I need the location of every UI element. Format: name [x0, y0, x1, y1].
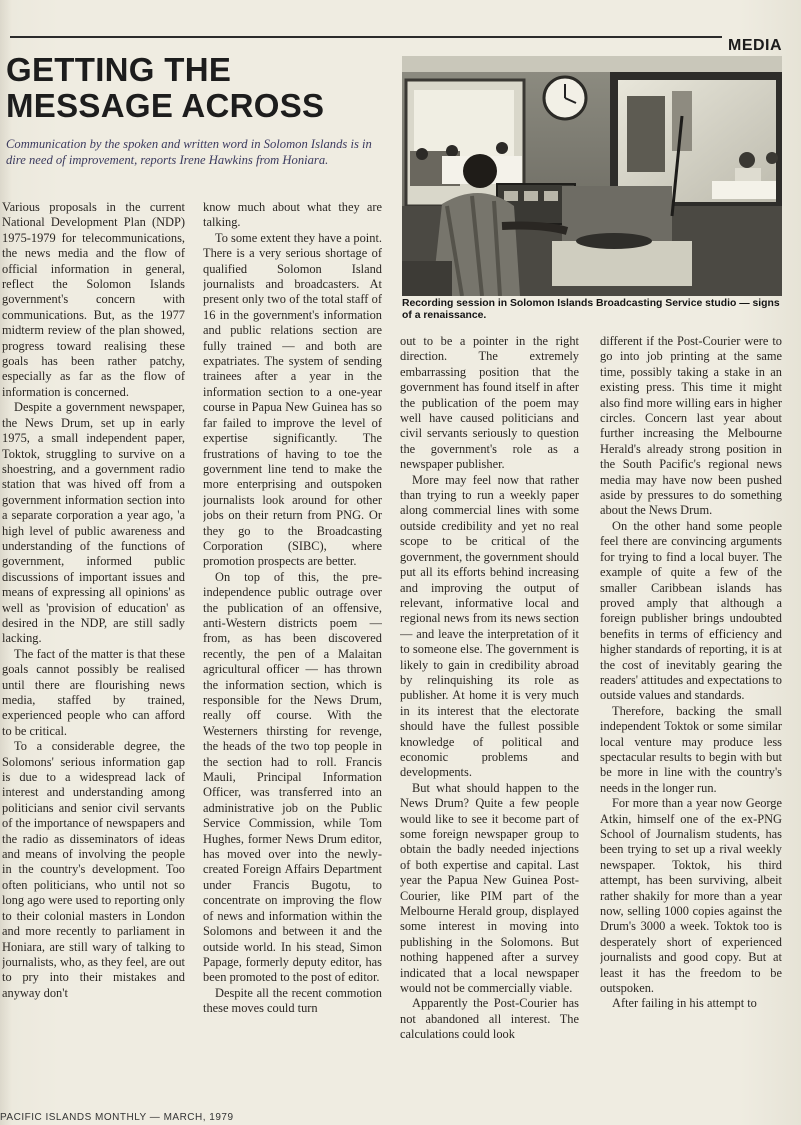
- article-column-1: [2, 200, 185, 1108]
- page-footer: PACIFIC ISLANDS MONTHLY — MARCH, 1979: [0, 1112, 234, 1123]
- paragraph: On the other hand some people feel there are convincing arguments for trying to find a local buyer. The example of quite a few of the smaller Caribbean islands has proved amply that although a foreign publisher brings undoubted benefits in terms of efficiency and higher standards of reporting, it is at the cost of inevitably gearing the readers' attitudes and expectations to outside values and standards.: [600, 518, 782, 703]
- paragraph: On top of this, the pre-independence public outrage over the publication of an offensive, anti-Western districts poem — from, as has been discovered recently, the pen of a Malaitan agricultural officer — has thrown the information section, which is responsible for the News Drum, really off course. With the Westerners thirsting for revenge, the heads of the two top people in the section had to roll. Francis Mauli, Principal Information Officer, was transferred into an administrative job on the Public Service Commission, while Tom Hughes, former News Drum editor, has moved over into the newly-created Foreign Affairs Department under Francis Bugotu, to concentrate on improving the flow of news and information within the Solomons and between it and the outside world. In his stead, Simon Papage, formerly deputy editor, has been promoted to the post of editor.: [203, 569, 382, 985]
- paragraph: Apparently the Post-Courier has not abandoned all interest. The calculations could look: [400, 996, 579, 1042]
- studio-photo: [402, 56, 782, 296]
- paragraph: Various proposals in the current National Development Plan (NDP) 1975-1979 for telecommunications, the news media and the flow of official information in general, reflect the Solomon Islands government's concern with communications. But, as the 1977 midterm review of the plan showed, progress toward realising these goals has been rather patchy, especially as far as the flow of information is concerned.: [2, 200, 185, 399]
- paragraph: out to be a pointer in the right direction. The extremely embarrassing position that the government has found itself in after the publication of the poem may well have caused politicians and civil servants seriously to question the government's role as a newspaper publisher.: [400, 334, 579, 472]
- paragraph: know much about what they are talking.: [203, 200, 382, 230]
- headline: GETTING THE MESSAGE ACROSS: [6, 51, 325, 124]
- paragraph: Despite a government newspaper, the News Drum, set up in early 1975, a small independent paper, Toktok, struggling to survive on a shoestring, and a government radio station that was hived off from a government information section into a separate corporation a year ago, 'a high level of public awareness and understanding of the functions of government, informed public discussions of important issues and means of expressing all opinions' as well as 'provision of education' as desired in the NDP, are still sadly lacking.: [2, 400, 185, 646]
- paragraph: The fact of the matter is that these goals cannot possibly be realised until there are flourishing news media, staffed by trained, experienced people who can afford to be critical.: [2, 646, 185, 738]
- paragraph: More may feel now that rather than trying to run a weekly paper along commercial lines with some outside credibility and yet no real scope to be critical of the government, the government should put all its efforts behind increasing and improving the output of relevant, informative local and regional news from its news section — and leave the interpretation of it to someone else. The government is likely to gain in credibility abroad by relinquishing its role as publisher. At home it is very much in its interest that the electorate should have the fullest possible knowledge of political and economic problems and developments.: [400, 472, 579, 780]
- paragraph: After failing in his attempt to: [612, 996, 757, 1011]
- article-column-2: [203, 200, 382, 1118]
- photo-caption: Recording session in Solomon Islands Broadcasting Service studio — signs of a renaissance.: [402, 298, 780, 321]
- paragraph: Therefore, backing the small independent Toktok or some similar local venture may produce less spectacular results to begin with but be more in line with the country's needs in the longer run.: [600, 703, 782, 795]
- paragraph: Despite all the recent commotion these moves could turn: [203, 985, 382, 1016]
- article-column-4: [600, 334, 782, 1119]
- paragraph: But what should happen to the News Drum? Quite a few people would like to see it become part of some foreign newspaper group to obtain the badly needed injections of both expertise and capital. Last year the Papua New Guinea Post-Courier, like PIM part of the Melbourne Herald group, displayed some interest in moving into publishing in the Solomons. But nothing happened after a survey indicated that a local newspaper would not be commercially viable.: [400, 780, 579, 996]
- article-column-3: [400, 334, 579, 1119]
- paragraph: different if the Post-Courier were to go into job printing at the same time, possibly taking a stake in an existing press. This time it might also find more willing ears in higher circles. Concern last year about further increasing the Melbourne Herald's already strong position in the South Pacific's regional news media may have now been pushed aside by pressures to do something about the News Drum.: [600, 334, 782, 518]
- paragraph: For more than a year now George Atkin, himself one of the ex-PNG School of Journalism students, has been trying to set up a rival weekly newspaper. Toktok, his third attempt, has been surviving, albeit rather shakily for more than a year now, selling 1000 copies against the Drum's 3000 a week. Toktok too is desperately short of experienced journalists and good copy. But at least it has the freedom to be outspoken.: [600, 796, 782, 996]
- studio-photo-illustration: [402, 56, 782, 296]
- section-label: MEDIA: [728, 37, 783, 54]
- top-rule: [10, 36, 722, 38]
- deck-subheading: Communication by the spoken and written word in Solomon Islands is in dire need of improvement, reports Irene Hawkins from Honiara.: [6, 137, 372, 167]
- paragraph: To some extent they have a point. There is a very serious shortage of qualified Solomon Island journalists and broadcasters. At present only two of the total staff of 16 in the government's information and public relations section are fully trained — and both are expatriates. The system of sending trainees after a year in the information section to a one-year course in Papua New Guinea has so far failed to improve the level of expertise significantly. The frustrations of having to toe the government line tend to make the more enterprising and outspoken journalists look around for other jobs on their return from PNG. Or they go to the Broadcasting Corporation (SIBC), where promotion prospects are better.: [203, 230, 382, 569]
- paragraph: To a considerable degree, the Solomons' serious information gap is due to a widespread lack of interest and understanding among politicians and senior civil servants of the importance of newspapers and the radio as disseminators of ideas and means of involving the people in the country's development. Too often politicians, who until not so long ago were used to reporting only to their colonial masters in London and more recently to parliament in Honiara, are still wary of talking to journalists, who, as they feel, are out to pry into their mistakes and anyway don't: [2, 739, 185, 1000]
